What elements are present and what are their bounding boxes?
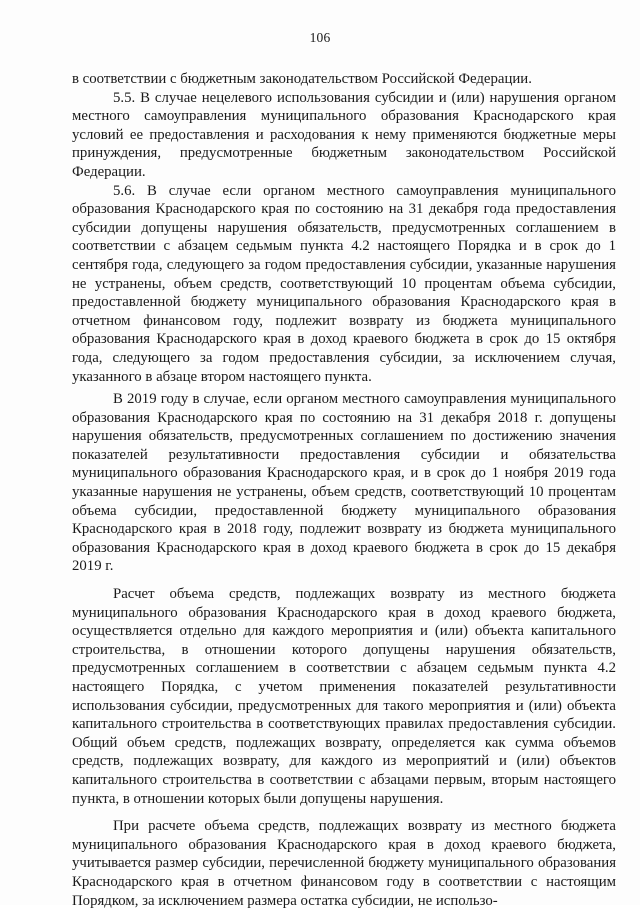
document-body	[72, 70, 616, 910]
paragraph-5-5: 5.5. В случае нецелевого использования субсидии и (или) нарушения органом местного самоуправления муниципального образования Краснодарского края условий ее предоставления и расходования к нему применяются бюджетные меры принуждения, предусмотренные бюджетным законодательством Российской Федерации.	[72, 89, 616, 180]
paragraph-5-6: 5.6. В случае если органом местного самоуправления муниципального образования Краснодарского края по состоянию на 31 декабря года предоставления субсидии допущены нарушения обязательств, предусмотренных соглашением в соответствии с абзацем седьмым пункта 4.2 настоящего Порядка и в срок до 1 сентября года, следующего за годом предоставления субсидии, указанные нарушения не устранены, объем средств, соответствующий 10 процентам объема субсидии, предоставленной бюджету муниципального образования Краснодарского края в отчетном финансовом году, подлежит возврату из бюджета муниципального образования Краснодарского края в доход краевого бюджета в срок до 15 октября года, следующего за годом предоставления субсидии, за исключением случая, указанного в абзаце втором настоящего пункта.	[72, 182, 616, 385]
paragraph-2019: В 2019 году в случае, если органом местного самоуправления муниципального образования Краснодарского края по состоянию на 31 декабря 2018 г. допущены нарушения обязательств, предусмотренных соглашением по достижению значения показателей результативности предоставления субсидии и обязательства муниципального образования Краснодарского края, и в срок до 1 ноября 2019 года указанные нарушения не устранены, объем средств, соответствующий 10 процентам объема субсидии, предоставленной бюджету муниципального образования Краснодарского края в 2018 году, подлежит возврату из бюджета муниципального образования Краснодарского края в доход краевого бюджета в срок до 15 декабря 2019 г.	[72, 391, 616, 575]
paragraph-continuation: в соответствии с бюджетным законодательством Российской Федерации.	[72, 71, 532, 87]
paragraph-subsidy-size: При расчете объема средств, подлежащих возврату из местного бюджета муниципального образования Краснодарского края в доход краевого бюджета, учитывается размер субсидии, перечисленной бюджету муниципального образования Краснодарского края в отчетном финансовом году в соответствии с настоящим Порядком, за исключением размера остатка субсидии, не использо-	[72, 818, 616, 909]
paragraph-calculation: Расчет объема средств, подлежащих возврату из местного бюджета муниципального образования Краснодарского края в доход краевого бюджета, осуществляется отдельно для каждого мероприятия и (или) объекта капитального строительства, в отношении которого допущены нарушения обязательств, предусмотренных соглашением в соответствии с абзацем седьмым пункта 4.2 настоящего Порядка, с учетом применения показателей результативности использования субсидии, предусмотренных для такого мероприятия и (или) объекта капитального строительства в соответствующих правилах предоставления субсидии. Общий объем средств, подлежащих возврату, определяется как сумма объемов средств, подлежащих возврату, для каждого из мероприятий и (или) объектов капитального строительства в соответствии с абзацами первым, вторым настоящего пункта, в отношении которых были допущены нарушения.	[72, 586, 616, 807]
page-number: 106	[309, 30, 331, 45]
